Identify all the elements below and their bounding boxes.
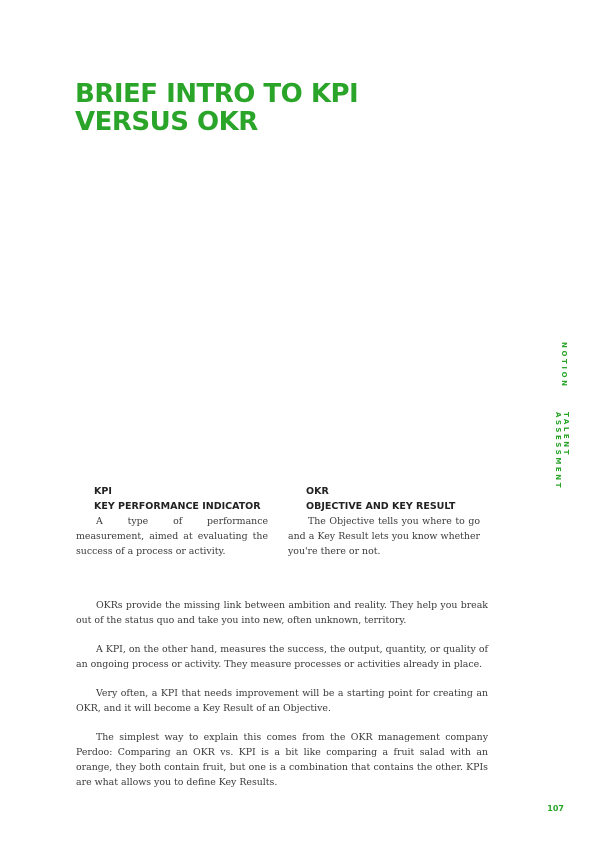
okr-text: The Objective tells you where to go and a Key Result lets you know whether you're there or not. [288,516,480,557]
title-line-2: VERSUS OKR [75,107,258,137]
body-text [76,598,488,804]
okr-definition [288,484,480,559]
kpi-heading: KPI [94,486,112,497]
side-label-talent-assessment: TALENT ASSESSMENT [554,412,570,491]
paragraph: OKRs provide the missing link between ambition and reality. They help you break out of the status quo and take you into new, often unknown, territory. [76,600,488,626]
kpi-text: A type of performance measurement, aimed at evaluating the success of a process or activity. [76,516,268,557]
kpi-definition [76,484,268,559]
side-label-notion: NOTION [560,342,568,389]
okr-heading: OKR [306,486,329,497]
page-number: 107 [547,804,564,813]
okr-subheading: OBJECTIVE AND KEY RESULT [306,501,456,512]
paragraph: Very often, a KPI that needs improvement will be a starting point for creating an OKR, and it will become a Key Result of an Objective. [76,688,488,714]
paragraph: A KPI, on the other hand, measures the success, the output, quantity, or quality of an ongoing process or activity. They measure processes or activities already in place. [76,644,488,670]
title-line-1: BRIEF INTRO TO KPI [75,79,359,109]
page-title [75,80,358,136]
kpi-subheading: KEY PERFORMANCE INDICATOR [94,501,261,512]
side-running-header [554,342,570,491]
paragraph: The simplest way to explain this comes from the OKR management company Perdoo: Comparing an OKR vs. KPI is a bit like comparing a fruit salad with an orange, they both contain fruit, but one is a combination that contains the other. KPIs are what allows you to define Key Results. [76,732,488,788]
